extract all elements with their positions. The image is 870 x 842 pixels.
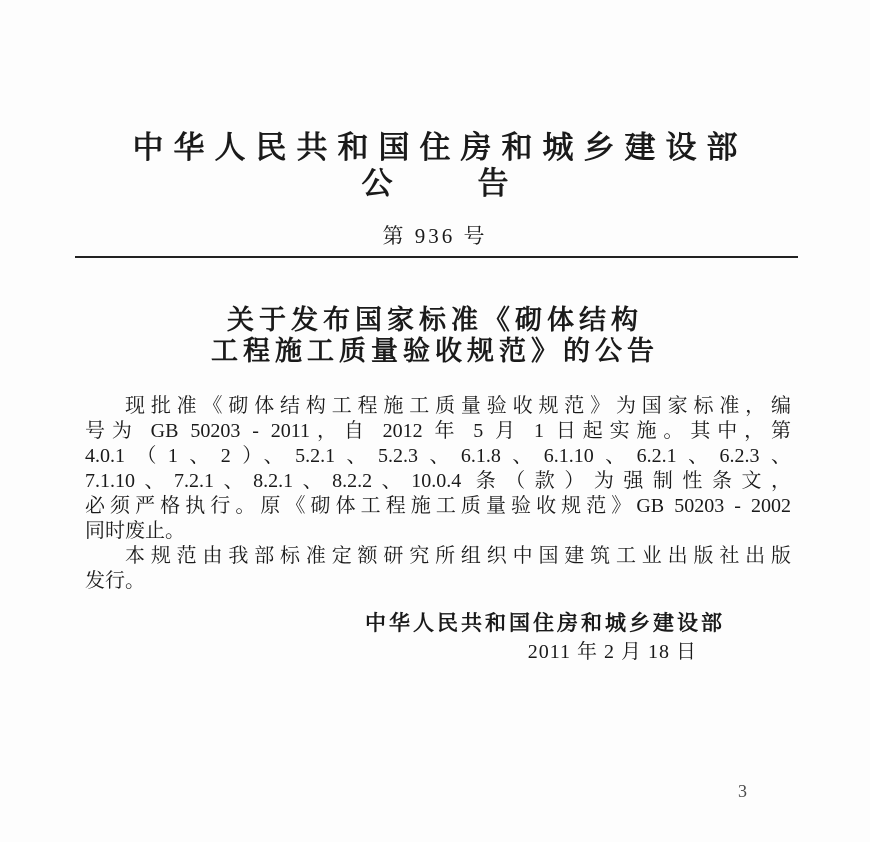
page-number: 3 — [738, 781, 747, 801]
body-line: 必须严格执行。原《砌体工程施工质量验收规范》GB 50203 - 2002 — [85, 495, 791, 517]
body-line: 本规范由我部标准定额研究所组织中国建筑工业出版社出版 — [125, 545, 791, 567]
announcement-char-left: 公 — [361, 166, 393, 201]
signature-date: 2011 年 2 月 18 日 — [527, 641, 697, 663]
announcement-subject — [0, 305, 870, 367]
header-divider-rule — [75, 256, 798, 258]
announcement-title — [0, 158, 870, 203]
body-line: 号为 GB 50203 - 2011，自 2012 年 5 月 1 日起实施。其中，第 — [85, 420, 791, 442]
subject-line-1: 关于发布国家标准《砌体结构 — [227, 305, 643, 335]
issuing-agency-title: 中华人民共和国住房和城乡建设部 — [132, 130, 748, 165]
document-number: 第 936 号 — [382, 224, 488, 248]
body-line: 4.0.1（1、2）、5.2.1、5.2.3、6.1.8、6.1.10、6.2.1、6.2.3、 — [85, 445, 791, 467]
subject-line-2: 工程施工质量验收规范》的公告 — [211, 336, 659, 366]
body-line: 现批准《砌体结构工程施工质量验收规范》为国家标准，编 — [125, 395, 791, 417]
paragraph-1 — [85, 394, 791, 544]
body-line: 发行。 — [85, 570, 145, 592]
body-line: 同时废止。 — [85, 520, 185, 542]
signature-agency: 中华人民共和国住房和城乡建设部 — [365, 611, 725, 635]
announcement-char-right: 告 — [477, 166, 509, 201]
paragraph-2 — [85, 544, 791, 594]
body-text — [85, 394, 791, 594]
body-line: 7.1.10、7.2.1、8.2.1、8.2.2、10.0.4 条（款）为强制性条文， — [85, 470, 791, 492]
